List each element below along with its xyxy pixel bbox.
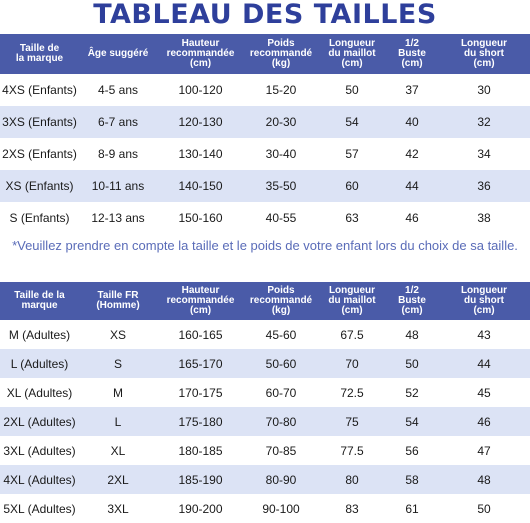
table-cell: 45	[438, 378, 530, 407]
table-row	[0, 74, 530, 106]
table-cell: 54	[386, 407, 438, 436]
header-recommended-height: Hauteur recommandée (cm)	[157, 34, 244, 74]
header-half-chest: 1/2 Buste (cm)	[386, 34, 438, 74]
page-title: TABLEAU DES TAILLES	[93, 0, 437, 30]
table-cell: 150-160	[157, 202, 244, 234]
table-cell: 60-70	[244, 378, 318, 407]
table-cell: 60	[318, 170, 386, 202]
table-cell: 48	[386, 320, 438, 349]
table-cell: L (Adultes)	[0, 349, 79, 378]
table-cell: 61	[386, 494, 438, 523]
table-cell: 165-170	[157, 349, 244, 378]
table-cell: M	[79, 378, 157, 407]
table-cell: 50	[386, 349, 438, 378]
table-header-row	[0, 34, 530, 74]
table-cell: 5XL (Adultes)	[0, 494, 79, 523]
table-cell: 72.5	[318, 378, 386, 407]
table-cell: 12-13 ans	[79, 202, 157, 234]
table-cell: 100-120	[157, 74, 244, 106]
table-cell: XL (Adultes)	[0, 378, 79, 407]
table-cell: 38	[438, 202, 530, 234]
table-cell: 52	[386, 378, 438, 407]
table-cell: 2XS (Enfants)	[0, 138, 79, 170]
table-cell: 48	[438, 465, 530, 494]
table-row	[0, 170, 530, 202]
table-cell: 83	[318, 494, 386, 523]
adults-size-table	[0, 282, 530, 523]
table-cell: 15-20	[244, 74, 318, 106]
table-cell: 54	[318, 106, 386, 138]
table-cell: 34	[438, 138, 530, 170]
table-cell: 56	[386, 436, 438, 465]
table-cell: 190-200	[157, 494, 244, 523]
table-cell: 45-60	[244, 320, 318, 349]
table-cell: 40-55	[244, 202, 318, 234]
table-cell: 32	[438, 106, 530, 138]
table-cell: 57	[318, 138, 386, 170]
table-cell: 63	[318, 202, 386, 234]
table-cell: 130-140	[157, 138, 244, 170]
table-cell: 70-80	[244, 407, 318, 436]
table-cell: 4XS (Enfants)	[0, 74, 79, 106]
table-row	[0, 378, 530, 407]
table-cell: 2XL (Adultes)	[0, 407, 79, 436]
table-cell: 43	[438, 320, 530, 349]
header-fr-size-men: Taille FR (Homme)	[79, 282, 157, 320]
table-cell: 37	[386, 74, 438, 106]
table-cell: 44	[386, 170, 438, 202]
table-cell: 20-30	[244, 106, 318, 138]
header-jersey-length: Longueur du maillot (cm)	[318, 34, 386, 74]
table-cell: S (Enfants)	[0, 202, 79, 234]
table-cell: S	[79, 349, 157, 378]
table-cell: 50-60	[244, 349, 318, 378]
table-row	[0, 320, 530, 349]
table-cell: 80	[318, 465, 386, 494]
header-shorts-length: Longueur du short (cm)	[438, 34, 530, 74]
table-row	[0, 494, 530, 523]
table-cell: 44	[438, 349, 530, 378]
table-row	[0, 202, 530, 234]
table-row	[0, 436, 530, 465]
table-cell: 30-40	[244, 138, 318, 170]
header-brand-size: Taille de la marque	[0, 34, 79, 74]
table-cell: 4XL (Adultes)	[0, 465, 79, 494]
table-cell: 90-100	[244, 494, 318, 523]
table-cell: 70	[318, 349, 386, 378]
table-cell: 30	[438, 74, 530, 106]
table-cell: 46	[386, 202, 438, 234]
table-row	[0, 138, 530, 170]
table-cell: 35-50	[244, 170, 318, 202]
header-recommended-height: Hauteur recommandée (cm)	[157, 282, 244, 320]
table-cell: 75	[318, 407, 386, 436]
table-cell: 4-5 ans	[79, 74, 157, 106]
table-cell: 10-11 ans	[79, 170, 157, 202]
table-cell: 180-185	[157, 436, 244, 465]
table-cell: 120-130	[157, 106, 244, 138]
table-cell: 185-190	[157, 465, 244, 494]
sizing-note: *Veuillez prendre en compte la taille et le poids de votre enfant lors du choix de sa taille.	[12, 238, 518, 253]
table-cell: 46	[438, 407, 530, 436]
table-cell: 77.5	[318, 436, 386, 465]
table-row	[0, 106, 530, 138]
table-cell: 58	[386, 465, 438, 494]
table-cell: 3XL (Adultes)	[0, 436, 79, 465]
header-jersey-length: Longueur du maillot (cm)	[318, 282, 386, 320]
table-cell: 40	[386, 106, 438, 138]
table-row	[0, 349, 530, 378]
table-cell: 175-180	[157, 407, 244, 436]
table-cell: 42	[386, 138, 438, 170]
table-cell: 70-85	[244, 436, 318, 465]
table-cell: 50	[318, 74, 386, 106]
table-cell: XS	[79, 320, 157, 349]
table-cell: 140-150	[157, 170, 244, 202]
header-shorts-length: Longueur du short (cm)	[438, 282, 530, 320]
table-cell: 6-7 ans	[79, 106, 157, 138]
table-header-row	[0, 282, 530, 320]
header-recommended-weight: Poids recommandé (kg)	[244, 282, 318, 320]
header-brand-size: Taille de la marque	[0, 282, 79, 320]
header-suggested-age: Âge suggéré	[79, 34, 157, 74]
table-row	[0, 407, 530, 436]
table-cell: 170-175	[157, 378, 244, 407]
header-half-chest: 1/2 Buste (cm)	[386, 282, 438, 320]
table-cell: M (Adultes)	[0, 320, 79, 349]
table-cell: 3XS (Enfants)	[0, 106, 79, 138]
table-cell: 2XL	[79, 465, 157, 494]
table-cell: 80-90	[244, 465, 318, 494]
table-row	[0, 465, 530, 494]
table-cell: 50	[438, 494, 530, 523]
table-cell: L	[79, 407, 157, 436]
table-cell: 36	[438, 170, 530, 202]
table-cell: 47	[438, 436, 530, 465]
table-cell: 8-9 ans	[79, 138, 157, 170]
table-cell: XL	[79, 436, 157, 465]
table-cell: XS (Enfants)	[0, 170, 79, 202]
table-cell: 3XL	[79, 494, 157, 523]
header-recommended-weight: Poids recommandé (kg)	[244, 34, 318, 74]
table-cell: 67.5	[318, 320, 386, 349]
table-cell: 160-165	[157, 320, 244, 349]
kids-size-table	[0, 34, 530, 234]
